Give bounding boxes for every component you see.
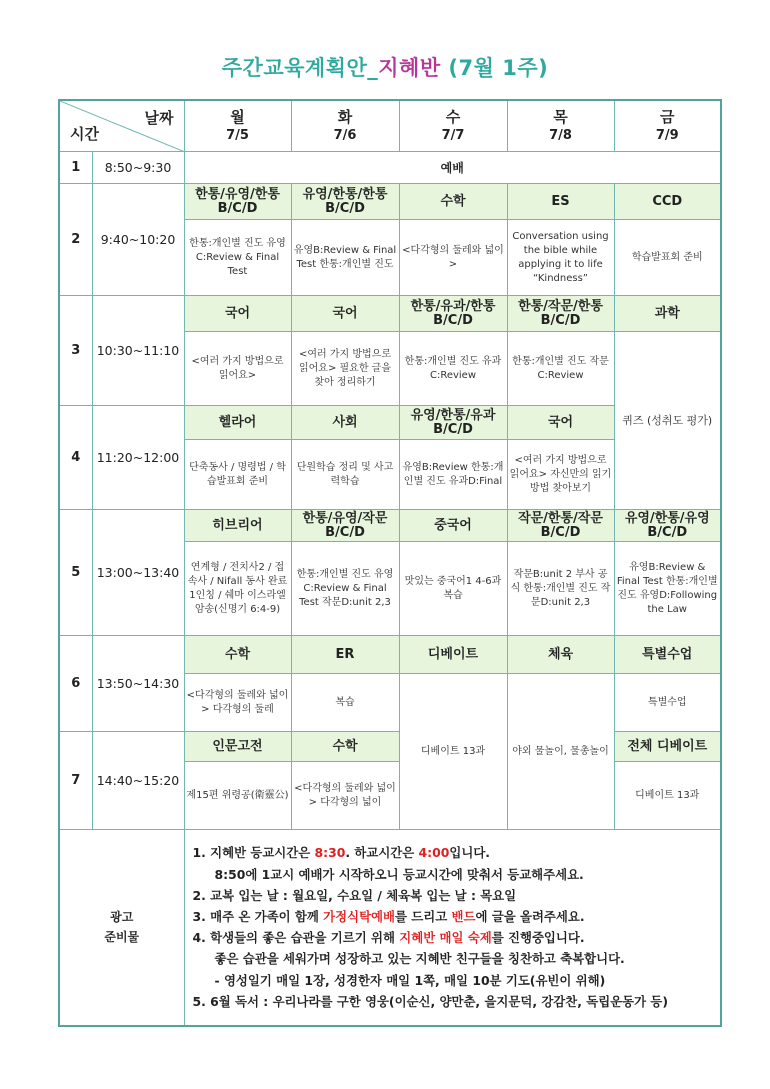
content-cell: 학습발표회 준비 bbox=[614, 220, 721, 296]
content-cell: <여러 가지 방법으로 읽어요> bbox=[184, 332, 291, 406]
period-row-2-subjects bbox=[59, 184, 721, 220]
period-time: 13:50~14:30 bbox=[92, 636, 184, 732]
period-time: 13:00~13:40 bbox=[92, 510, 184, 636]
content-cell: <여러 가지 방법으로 읽어요> 필요한 글을 찾아 정리하기 bbox=[291, 332, 399, 406]
period-time: 11:20~12:00 bbox=[92, 406, 184, 510]
content-cell: 한통:개인별 진도 유과C:Review bbox=[399, 332, 507, 406]
page-title bbox=[0, 52, 770, 82]
subject-cell: 유영/한통/한통 B/C/D bbox=[291, 184, 399, 220]
supplies-label: 준비물 bbox=[104, 930, 140, 945]
date-label: 7/9 bbox=[655, 128, 679, 143]
period-number: 4 bbox=[59, 406, 92, 510]
subject-cell: ER bbox=[291, 636, 399, 674]
notice-line-8: 5. 6월 독서 : 우리나라를 구한 영웅(이순신, 양만춘, 을지문덕, 강감찬, 독립운동가 등) bbox=[192, 993, 669, 1009]
notice-line-2: 8:50에 1교시 예배가 시작하오니 등교시간에 맞춰서 등교해주세요. bbox=[214, 866, 584, 882]
subject-cell: 헬라어 bbox=[184, 406, 291, 440]
period-number: 3 bbox=[59, 296, 92, 406]
date-label: 7/8 bbox=[549, 128, 572, 143]
notice-label: 광고 bbox=[110, 910, 134, 925]
subject-cell: 수학 bbox=[291, 732, 399, 762]
period-number: 1 bbox=[59, 152, 92, 184]
content-cell: 제15편 위령공(衛靈公) bbox=[184, 762, 291, 830]
content-cell: 유영B:Review 한통:개인별 진도 유과D:Final bbox=[399, 440, 507, 510]
period-number: 5 bbox=[59, 510, 92, 636]
notice-line-4 bbox=[193, 906, 715, 927]
subject-cell: 수학 bbox=[184, 636, 291, 674]
day-header-wed bbox=[399, 100, 507, 152]
day-header-fri bbox=[614, 100, 721, 152]
subject-cell: 사회 bbox=[291, 406, 399, 440]
period-row-1 bbox=[59, 152, 721, 184]
period-number: 7 bbox=[59, 732, 92, 830]
content-cell: <다각형의 둘레와 넓이> 다각형의 둘레 bbox=[184, 674, 291, 732]
notice-line-7: - 영성일기 매일 1장, 성경한자 매일 1쪽, 매일 10분 기도(유빈이 위해) bbox=[214, 972, 606, 988]
content-cell: 복습 bbox=[291, 674, 399, 732]
content-cell: 단축동사 / 명령법 / 학습발표회 준비 bbox=[184, 440, 291, 510]
notice-line-3: 2. 교복 입는 날 : 월요일, 수요일 / 체육복 입는 날 : 목요일 bbox=[192, 887, 517, 903]
day-label: 수 bbox=[445, 108, 461, 126]
subject-cell: 유영/한통/유과 B/C/D bbox=[399, 406, 507, 440]
corner-time-label: 시간 bbox=[70, 125, 99, 143]
subject-cell: 국어 bbox=[291, 296, 399, 332]
period-time: 9:40~10:20 bbox=[92, 184, 184, 296]
notice-text: 에 글을 올려주세요. bbox=[475, 909, 585, 925]
date-label: 7/7 bbox=[441, 128, 465, 143]
notice-text: . 하교시간은 bbox=[345, 845, 419, 861]
subject-cell: 과학 bbox=[614, 296, 721, 332]
content-cell: 유영B:Review & Final Test 한통:개인별 진도 유영D:Following the Law bbox=[614, 542, 721, 636]
period-number: 2 bbox=[59, 184, 92, 296]
date-label: 7/5 bbox=[226, 128, 249, 143]
notice-highlight: 지혜반 매일 숙제 bbox=[399, 930, 492, 946]
content-cell: 유영B:Review & Final Test 한통:개인별 진도 bbox=[291, 220, 399, 296]
content-cell: 한통:개인별 진도 유영C:Review & Final Test 작문D:unit 2,3 bbox=[291, 542, 399, 636]
period-row-5-subjects bbox=[59, 510, 721, 542]
subject-cell: 국어 bbox=[184, 296, 291, 332]
period-row-6-subjects bbox=[59, 636, 721, 674]
subject-cell: 한통/작문/한통 B/C/D bbox=[507, 296, 614, 332]
notice-text: 를 진행중입니다. bbox=[491, 930, 585, 946]
content-cell: <여러 가지 방법으로 읽어요> 자신만의 읽기 방법 찾아보기 bbox=[507, 440, 614, 510]
subject-cell: 중국어 bbox=[399, 510, 507, 542]
content-cell-quiz: 퀴즈 (성취도 평가) bbox=[614, 332, 721, 510]
subject-cell: 한통/유과/한통 B/C/D bbox=[399, 296, 507, 332]
notice-text: 4. 학생들의 좋은 습관을 기르기 위해 bbox=[192, 930, 400, 946]
subject-cell: 국어 bbox=[507, 406, 614, 440]
subject-cell: 인문고전 bbox=[184, 732, 291, 762]
content-cell: <다각형의 둘레와 넓이> bbox=[399, 220, 507, 296]
subject-cell: 체육 bbox=[507, 636, 614, 674]
date-label: 7/6 bbox=[333, 128, 357, 143]
period-row-3-subjects bbox=[59, 296, 721, 332]
corner-cell bbox=[59, 100, 184, 152]
day-label: 월 bbox=[230, 108, 245, 126]
content-cell: 연계형 / 전치사2 / 접속사 / Nifall 동사 완료 1인칭 / 쉐마 이스라엘 암송(신명기 6:4-9) bbox=[184, 542, 291, 636]
notice-time-highlight: 4:00 bbox=[418, 845, 450, 861]
content-cell: Conversation using the bible while applying it to life “Kindness” bbox=[507, 220, 614, 296]
worship-cell: 예배 bbox=[184, 152, 721, 184]
day-label: 목 bbox=[553, 108, 568, 126]
subject-cell: 수학 bbox=[399, 184, 507, 220]
title-class-name: 지혜반 bbox=[378, 56, 441, 80]
content-cell: 한통:개인별 진도 유영C:Review & Final Test bbox=[184, 220, 291, 296]
notice-time-highlight: 8:30 bbox=[314, 845, 346, 861]
notice-text: 3. 매주 온 가족이 함께 bbox=[192, 909, 324, 925]
title-week: (7월 1주) bbox=[440, 56, 549, 80]
period-time: 8:50~9:30 bbox=[92, 152, 184, 184]
day-header-tue bbox=[291, 100, 399, 152]
subject-cell: 한통/유영/작문 B/C/D bbox=[291, 510, 399, 542]
subject-cell: 한통/유영/한통 B/C/D bbox=[184, 184, 291, 220]
subject-cell: 유영/한통/유영 B/C/D bbox=[614, 510, 721, 542]
header-row bbox=[59, 100, 721, 152]
notice-text: 1. 지혜반 등교시간은 bbox=[192, 845, 315, 861]
content-cell-debate: 디베이트 13과 bbox=[399, 674, 507, 830]
notice-text: 를 드리고 bbox=[394, 909, 452, 925]
subject-cell: 특별수업 bbox=[614, 636, 721, 674]
content-cell: 맛있는 중국어1 4-6과 복습 bbox=[399, 542, 507, 636]
title-main: 주간교육계획안_ bbox=[221, 56, 379, 80]
subject-cell: ES bbox=[507, 184, 614, 220]
notice-highlight: 밴드 bbox=[451, 909, 476, 925]
period-number: 6 bbox=[59, 636, 92, 732]
day-header-mon bbox=[184, 100, 291, 152]
content-cell: 단원학습 정리 및 사고력학습 bbox=[291, 440, 399, 510]
day-header-thu bbox=[507, 100, 614, 152]
subject-cell: CCD bbox=[614, 184, 721, 220]
subject-cell: 작문/한통/작문 B/C/D bbox=[507, 510, 614, 542]
period-time: 14:40~15:20 bbox=[92, 732, 184, 830]
notice-line-5 bbox=[193, 927, 715, 948]
corner-date-label: 날짜 bbox=[144, 109, 174, 127]
period-time: 10:30~11:10 bbox=[92, 296, 184, 406]
notice-text: 입니다. bbox=[449, 845, 490, 861]
content-cell: <다각형의 둘레와 넓이> 다각형의 넓이 bbox=[291, 762, 399, 830]
period-row-7-subjects bbox=[59, 732, 721, 762]
content-cell: 디베이트 13과 bbox=[614, 762, 721, 830]
subject-cell: 전체 디베이트 bbox=[614, 732, 721, 762]
content-cell: 특별수업 bbox=[614, 674, 721, 732]
notice-row bbox=[59, 830, 721, 1026]
notice-line-1 bbox=[193, 842, 715, 863]
notice-line-6: 좋은 습관을 세워가며 성장하고 있는 지혜반 친구들을 칭찬하고 축복합니다. bbox=[214, 951, 625, 967]
notice-highlight: 가정식탁예배 bbox=[323, 909, 395, 925]
content-cell: 작문B:unit 2 부사 공식 한통:개인별 진도 작문D:unit 2,3 bbox=[507, 542, 614, 636]
notice-label-cell bbox=[59, 830, 184, 1026]
subject-cell: 디베이트 bbox=[399, 636, 507, 674]
content-cell: 한통:개인별 진도 작문C:Review bbox=[507, 332, 614, 406]
weekly-plan-table bbox=[58, 99, 722, 1027]
day-label: 화 bbox=[337, 108, 353, 126]
subject-cell: 히브리어 bbox=[184, 510, 291, 542]
content-cell-pe: 야외 물놀이, 물총놀이 bbox=[507, 674, 614, 830]
day-label: 금 bbox=[660, 108, 675, 126]
notice-content bbox=[184, 830, 721, 1026]
